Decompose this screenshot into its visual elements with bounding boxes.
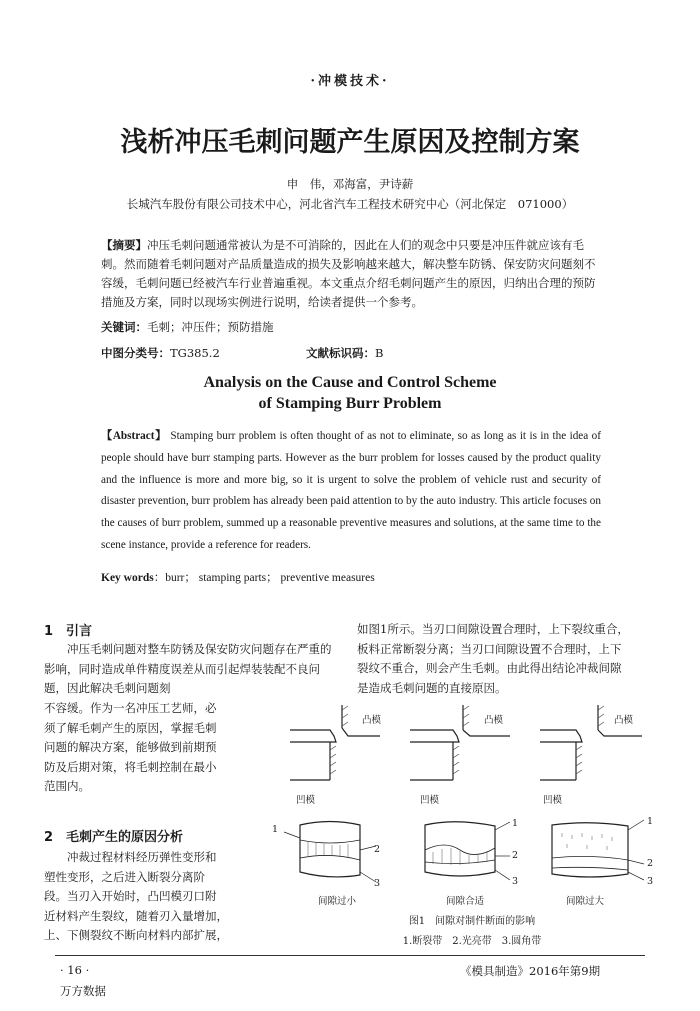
keywords-chinese — [101, 319, 274, 335]
page-number: · 16 · — [60, 963, 90, 977]
right-line: 是造成毛刺问题的直接原因。 — [357, 680, 507, 695]
num-1: 1 — [272, 824, 279, 835]
clc-label: 中图分类号： — [101, 346, 170, 360]
section-1-para-wide: 冲压毛刺问题对整车防锈及保安防灾问题存在严重的影响，同时造成单件精度误差从而引起焊装装配不良问题，因此解决毛刺问题刻 — [44, 642, 332, 695]
sec1-line: 范围内。 — [44, 779, 90, 793]
gap-small-label: 间隙过小 — [318, 896, 357, 907]
title-english — [0, 372, 700, 414]
num-3: 3 — [647, 876, 654, 887]
sec2-line: 上、下侧裂纹不断向材料内部扩展， — [44, 928, 228, 942]
section-2-heading: 2 毛刺产生的原因分析 — [44, 830, 184, 845]
footer-divider — [55, 955, 645, 956]
clc-number — [101, 345, 220, 361]
affiliation: 长城汽车股份有限公司技术中心，河北省汽车工程技术研究中心（河北保定 071000） — [126, 197, 574, 211]
die-label-1: 凹模 — [296, 795, 316, 806]
abstract-en-text: Stamping burr problem is often thought of as not to eliminate, so as long as it is in the idea of people should have burr stamping parts. However as the burr problem for losses caused by the product quality and the influence is more and more big, so it is urgent to solve the problem of vehicle rust and security of disaster prevention, burr problem has already been paid attention to by the auto industry. This article focuses on the causes of burr problem, summed up a reasonable preventive measures and solutions, at the same time to the scene instance, provide a reference for readers. — [101, 430, 601, 551]
sec1-line: 不容缓。作为一名冲压工艺师，必 — [44, 701, 217, 715]
right-line: 裂纹不重合，则会产生毛刺。由此得出结论冲裁间隙 — [357, 661, 622, 675]
num-2: 2 — [512, 850, 519, 861]
keywords-en-text: ：burr； stamping parts； preventive measures — [153, 572, 375, 584]
journal-issue: 《模具制造》2016年第9期 — [460, 964, 601, 978]
die-label-2: 凹模 — [420, 795, 440, 806]
abstract-chinese — [101, 236, 601, 312]
num-3: 3 — [512, 876, 519, 887]
punch-label-3: 凸模 — [614, 715, 634, 726]
section-1-para-narrow — [44, 699, 264, 797]
abstract-cn-label: 【摘要】 — [101, 238, 147, 252]
abstract-cn-text: 冲压毛刺问题通常被认为是不可消除的，因此在人们的观念中只要是冲压件就应该有毛刺。然而随着毛刺问题对产品质量造成的损失及影响越来越大，解决整车防锈、保安防灾问题刻不容缓，毛刺问题已经被汽车行业普遍重视。本文重点介绍毛刺问题产生的原因，归纳出合理的预防措施及方案，同时以现场实例进行说明，给读者提供一个参考。 — [101, 238, 596, 309]
gap-ok-label: 间隙合适 — [446, 896, 485, 907]
keywords-cn-text: 毛刺；冲压件；预防措施 — [147, 320, 274, 334]
punch-label-2: 凸模 — [484, 715, 504, 726]
title-en-line2: of Stamping Burr Problem — [258, 395, 442, 412]
keywords-en-label: Key words — [101, 572, 154, 584]
abstract-english — [101, 426, 601, 557]
sec2-line: 塑性变形，之后进入断裂分离阶 — [44, 869, 205, 884]
clc-value: TG385.2 — [170, 346, 220, 360]
sec2-line: 近材料产生裂纹，随着刃入量增加， — [44, 908, 228, 923]
right-line: 板料正常断裂分离；当刃口间隙设置不合理时，上下 — [357, 641, 622, 656]
section-1-heading: 1 引言 — [44, 624, 93, 639]
title-en-line1: Analysis on the Cause and Control Scheme — [203, 374, 497, 391]
num-1: 1 — [512, 818, 519, 829]
num-3: 3 — [374, 878, 381, 889]
sec1-line: 问题的解决方案，能够做到前期预 — [44, 740, 217, 754]
journal-section-header: ·冲模技术· — [310, 74, 390, 89]
right-column-para — [357, 620, 657, 698]
authors: 申 伟，邓海富，尹诗薪 — [286, 177, 414, 191]
doc-code-label: 文献标识码： — [306, 346, 375, 360]
sec2-line: 冲裁过程材料经历弹性变形和 — [67, 850, 217, 864]
abstract-en-label: 【Abstract】 — [101, 430, 167, 442]
figure-1-diagram — [270, 700, 670, 910]
keywords-cn-label: 关键词： — [101, 320, 147, 334]
sec1-line: 须了解毛刺产生的原因，掌握毛刺 — [44, 720, 217, 735]
num-2: 2 — [374, 844, 381, 855]
die-label-3: 凹模 — [543, 795, 563, 806]
keywords-english — [101, 569, 375, 585]
punch-label-1: 凸模 — [362, 715, 382, 726]
wanfang-watermark: 万方数据 — [60, 984, 106, 998]
sec1-line: 防及后期对策，将毛刺控制在最小 — [44, 759, 217, 774]
figure-legend: 1.断裂带 2.光亮带 3.圆角带 — [402, 936, 542, 947]
title-chinese: 浅析冲压毛刺问题产生原因及控制方案 — [120, 127, 580, 158]
sec2-line: 段。当刃入开始时，凸凹模刃口附 — [44, 889, 217, 903]
document-code — [306, 345, 383, 361]
section-2-para — [44, 848, 264, 946]
doc-code-value: B — [375, 346, 384, 360]
right-line: 如图1所示。当刃口间隙设置合理时，上下裂纹重合， — [357, 622, 629, 636]
num-1: 1 — [647, 816, 654, 827]
num-2: 2 — [647, 858, 654, 869]
gap-large-label: 间隙过大 — [566, 896, 605, 907]
figure-caption: 图1 间隙对制件断面的影响 — [408, 916, 536, 927]
